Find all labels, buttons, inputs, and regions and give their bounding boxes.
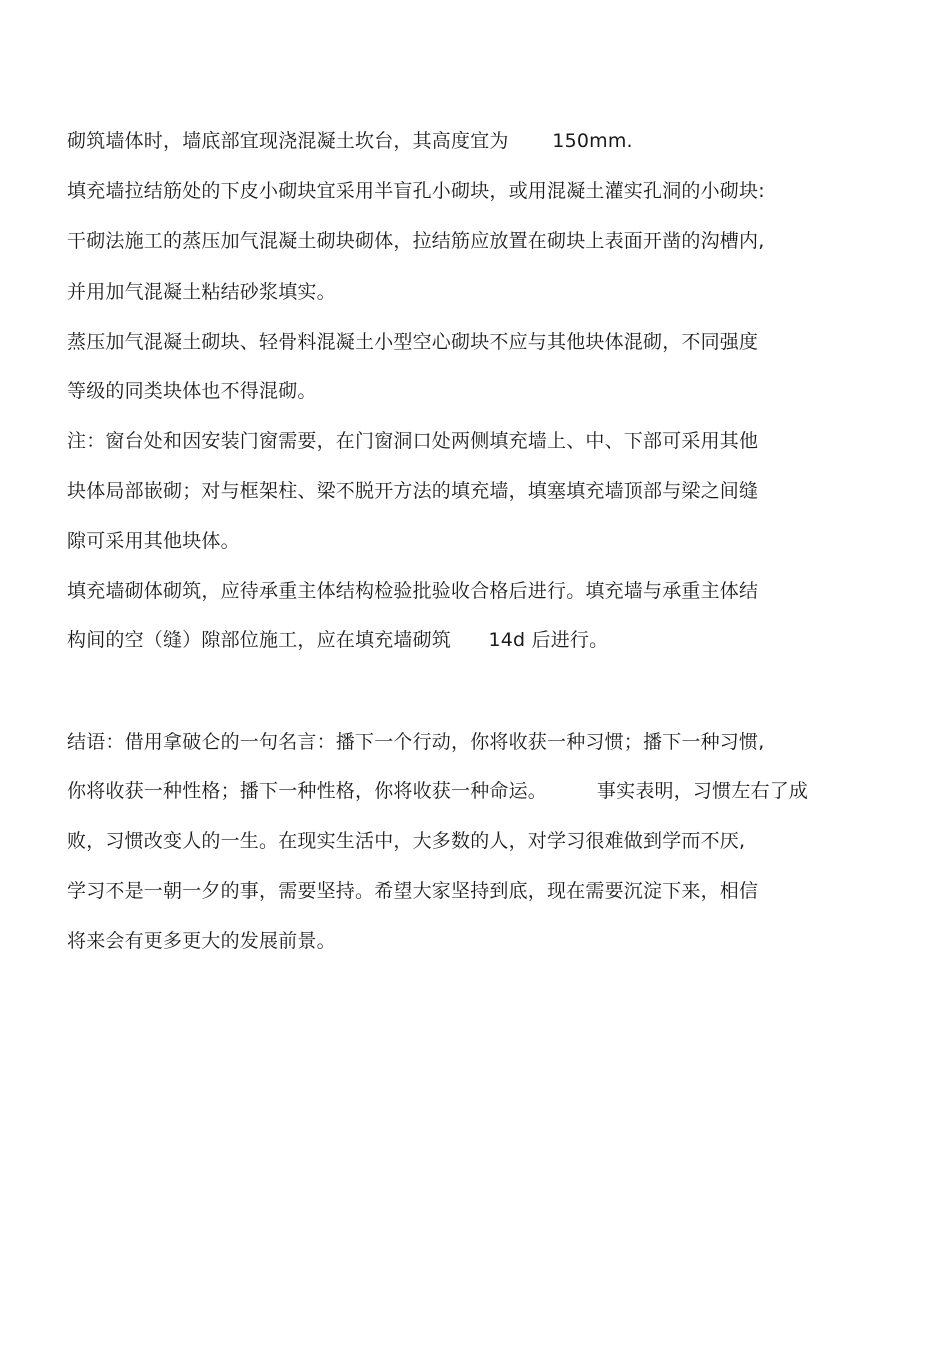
conclusion-line-4: 学习不是一朝一夕的事，需要坚持。希望大家坚持到底，现在需要沉淀下来，相信: [67, 880, 759, 902]
note-line-1: 注：窗台处和因安装门窗需要，在门窗洞口处两侧填充墙上、中、下部可采用其他: [67, 430, 759, 452]
note-line-3: 隙可采用其他块体。: [67, 530, 240, 552]
conclusion-line-3: 败，习惯改变人的一生。在现实生活中，大多数的人，对学习很难做到学而不厌,: [67, 830, 746, 852]
body-line-4: 并用加气混凝土粘结砂浆填实。: [67, 281, 336, 303]
body-line-1: 砌筑墙体时，墙底部宜现浇混凝土坎台，其高度宜为 150mm.: [67, 130, 633, 152]
body-line-5: 蒸压加气混凝土砌块、轻骨料混凝土小型空心砌块不应与其他块体混砌，不同强度: [67, 331, 759, 353]
body-line-11: 构间的空（缝）隙部位施工，应在填充墙砌筑 14d 后进行。: [67, 629, 609, 651]
note-line-2: 块体局部嵌砌；对与框架柱、梁不脱开方法的填充墙，填塞填充墙顶部与梁之间缝: [67, 480, 759, 502]
body-line-10: 填充墙砌体砌筑，应待承重主体结构检验批验收合格后进行。填充墙与承重主体结: [67, 580, 759, 602]
conclusion-line-1: 结语：借用拿破仑的一句名言：播下一个行动，你将收获一种习惯；播下一种习惯,: [67, 731, 765, 753]
conclusion-line-2: 你将收获一种性格；播下一种性格，你将收获一种命运。 事实表明，习惯左右了成: [67, 780, 809, 802]
body-line-2: 填充墙拉结筋处的下皮小砌块宜采用半盲孔小砌块，或用混凝土灌实孔洞的小砌块:: [67, 180, 765, 202]
conclusion-line-5: 将来会有更多更大的发展前景。: [67, 930, 336, 952]
body-line-6: 等级的同类块体也不得混砌。: [67, 380, 317, 402]
body-line-3: 干砌法施工的蒸压加气混凝土砌块砌体，拉结筋应放置在砌块上表面开凿的沟槽内,: [67, 230, 765, 252]
